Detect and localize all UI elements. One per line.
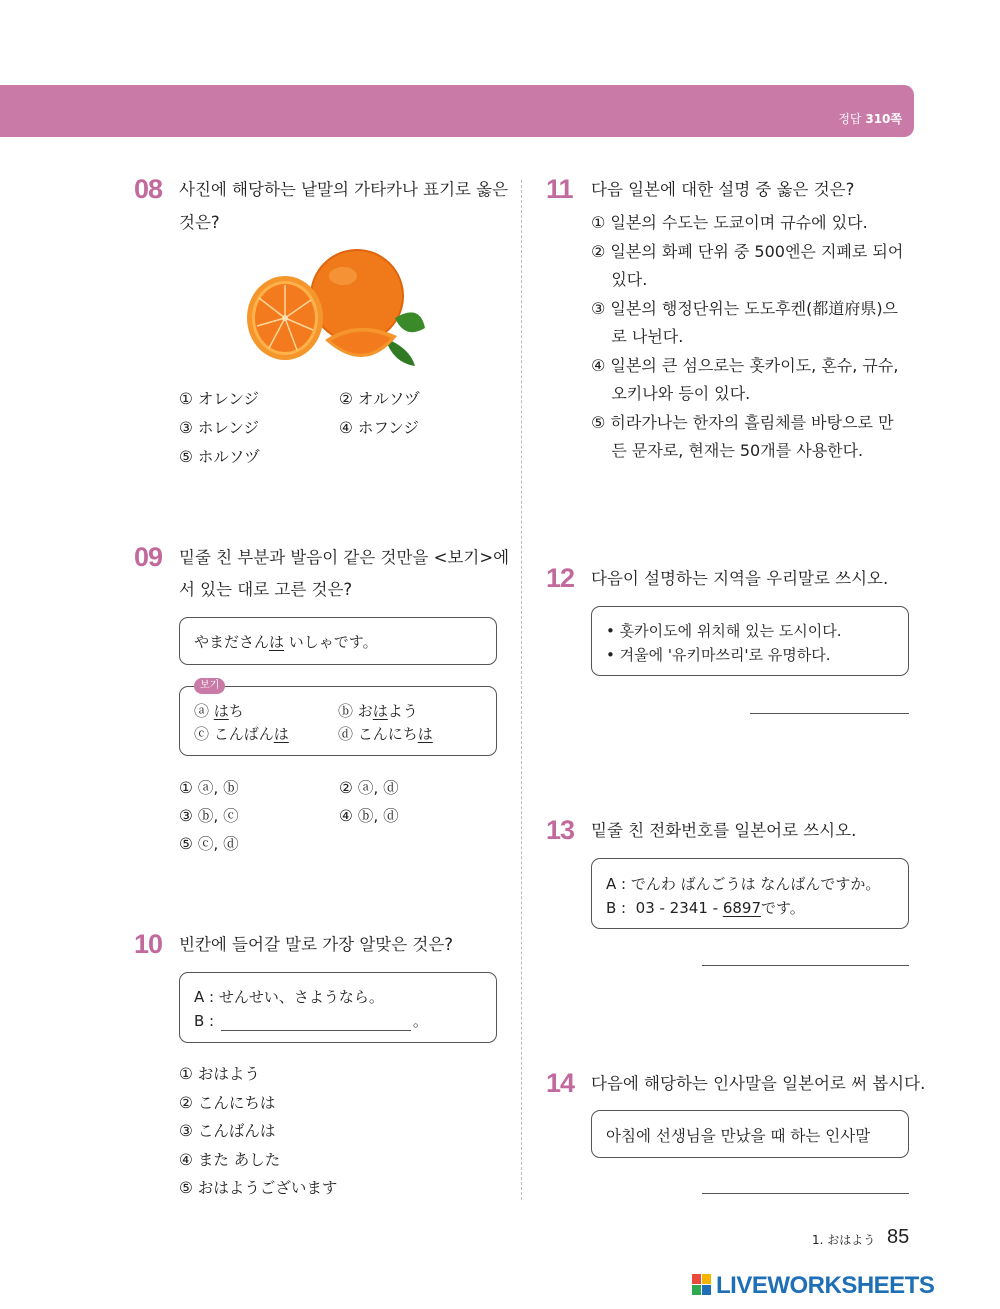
footer-chapter: 1. おはよう xyxy=(812,1233,876,1247)
bogi-item-a xyxy=(194,700,244,721)
q08-option-4[interactable]: ④ ホフンジ xyxy=(339,419,419,437)
q12-answer-line[interactable] xyxy=(750,713,909,714)
q09-option-2[interactable]: ② ⓐ, ⓓ xyxy=(339,779,399,797)
q11-option-2-cont: 있다. xyxy=(591,270,648,289)
q08-text-line2: 것은? xyxy=(179,213,220,232)
bogi-item-b xyxy=(338,700,418,721)
q10-number: 10 xyxy=(134,929,163,959)
q11-option-4[interactable]: ④ 일본의 큰 섬으로는 홋카이도, 혼슈, 규슈, xyxy=(591,355,899,375)
q14-text: 다음에 해당하는 인사말을 일본어로 써 봅시다. xyxy=(591,1074,926,1093)
bogi-a-pre: ⓐ xyxy=(194,702,214,720)
q09-number: 09 xyxy=(134,542,163,572)
q13-answer-line[interactable] xyxy=(702,965,909,966)
q11-options xyxy=(591,209,903,466)
bogi-d-pre: ⓓ こんにち xyxy=(338,725,418,743)
q10-line-b-suffix: 。 xyxy=(412,1012,428,1030)
q13-number: 13 xyxy=(546,815,575,845)
q09-option-4[interactable]: ④ ⓑ, ⓓ xyxy=(339,807,399,825)
q10-blank-field[interactable] xyxy=(221,1016,411,1031)
q11-option-1[interactable]: ① 일본의 수도는 도쿄이며 규슈에 있다. xyxy=(591,213,868,232)
q10-dialog-box xyxy=(179,972,497,1043)
q13-line-b xyxy=(606,897,805,918)
liveworksheets-logo xyxy=(692,1272,934,1300)
answer-reference xyxy=(838,110,902,127)
q13-dialog-box xyxy=(591,858,909,929)
q09-text-line1: 밑줄 친 부분과 발음이 같은 것만을 <보기>에 xyxy=(179,548,510,567)
q13-phone-underlined: 6897 xyxy=(722,899,761,917)
bogi-d-underlined: は xyxy=(417,725,433,743)
q11-number: 11 xyxy=(546,174,573,204)
header-bar xyxy=(0,85,914,137)
bogi-c-pre: ⓒ こんばん xyxy=(194,725,274,743)
q14-prompt: 아침에 선생님을 만났을 때 하는 인사말 xyxy=(606,1127,871,1145)
q08-option-2[interactable]: ② オルソヅ xyxy=(339,390,420,408)
q11-option-3-cont: 로 나뉜다. xyxy=(591,327,684,346)
liveworksheets-icon xyxy=(692,1274,712,1296)
q11-option-4-cont: 오키나와 등이 있다. xyxy=(591,384,751,403)
bogi-b-underlined: は xyxy=(372,702,388,720)
q09-option-3[interactable]: ③ ⓑ, ⓒ xyxy=(179,807,239,825)
q11-text: 다음 일본에 대한 설명 중 옳은 것은? xyxy=(591,180,855,199)
q10-line-b xyxy=(194,1010,428,1031)
q10-line-b-prefix: B : xyxy=(194,1012,219,1030)
bogi-item-c xyxy=(194,723,289,744)
q14-answer-line[interactable] xyxy=(702,1193,909,1194)
q08-option-5[interactable]: ⑤ ホルソヅ xyxy=(179,448,260,466)
q14-prompt-box xyxy=(591,1110,909,1158)
q12-bullet-1: • 홋카이도에 위치해 있는 도시이다. xyxy=(606,622,842,640)
q11-option-2[interactable]: ② 일본의 화폐 단위 중 500엔은 지폐로 되어 xyxy=(591,241,904,261)
q12-number: 12 xyxy=(546,563,575,593)
q10-option-4[interactable]: ④ また あした xyxy=(179,1151,281,1169)
q13-line-b-post: です。 xyxy=(761,899,805,917)
bogi-b-post: よう xyxy=(387,702,418,720)
answer-page: 310쪽 xyxy=(865,112,902,126)
q09-sentence-underlined: は xyxy=(269,633,285,651)
bogi-label: 보기 xyxy=(194,678,225,694)
q10-option-2[interactable]: ② こんにちは xyxy=(179,1094,276,1112)
q08-number: 08 xyxy=(134,174,163,204)
q09-bogi-box xyxy=(179,680,497,756)
q09-option-1[interactable]: ① ⓐ, ⓑ xyxy=(179,779,239,797)
bogi-b-pre: ⓑ お xyxy=(338,702,373,720)
answer-label: 정답 xyxy=(838,112,862,126)
orange-fruit-image xyxy=(245,248,435,373)
q11-option-5-cont: 든 문자로, 현재는 50개를 사용한다. xyxy=(591,441,864,460)
liveworksheets-text: LIVEWORKSHEETS xyxy=(716,1272,935,1299)
q08-option-1[interactable]: ① オレンジ xyxy=(179,390,260,408)
q13-text: 밑줄 친 전화번호를 일본어로 쓰시오. xyxy=(591,821,857,840)
q10-option-1[interactable]: ① おはよう xyxy=(179,1065,260,1083)
bogi-c-underlined: は xyxy=(273,725,289,743)
q12-info-box xyxy=(591,606,909,676)
q11-option-3[interactable]: ③ 일본의 행정단위는 도도후켄(都道府県)으 xyxy=(591,298,899,318)
column-divider xyxy=(521,180,522,1200)
q10-line-a: A : せんせい、さようなら。 xyxy=(194,988,384,1006)
bogi-a-post: ち xyxy=(228,702,244,720)
q08-text-line1: 사진에 해당하는 낱말의 가타카나 표기로 옳은 xyxy=(179,180,509,199)
q09-sentence xyxy=(194,631,378,652)
page-number: 85 xyxy=(887,1226,910,1248)
q13-line-b-pre: B : 03 - 2341 - xyxy=(606,899,723,917)
bogi-item-d xyxy=(338,723,433,744)
bogi-a-underlined: は xyxy=(213,702,229,720)
q12-text: 다음이 설명하는 지역을 우리말로 쓰시오. xyxy=(591,569,889,588)
q10-text: 빈칸에 들어갈 말로 가장 알맞은 것은? xyxy=(179,935,454,954)
q14-number: 14 xyxy=(546,1068,575,1098)
q08-option-3[interactable]: ③ ホレンジ xyxy=(179,419,260,437)
q11-option-5[interactable]: ⑤ 히라가나는 한자의 흘림체를 바탕으로 만 xyxy=(591,412,894,432)
q09-sentence-pre: やまださん xyxy=(194,633,270,651)
q09-sentence-post: いしゃです。 xyxy=(284,633,378,651)
q13-line-a: A : でんわ ばんごうは なんばんですか。 xyxy=(606,875,881,893)
q10-option-3[interactable]: ③ こんばんは xyxy=(179,1122,276,1140)
q09-sentence-box xyxy=(179,617,497,665)
q12-bullet-2: • 겨울에 '유키마쓰리'로 유명하다. xyxy=(606,646,831,664)
q09-text-line2: 서 있는 대로 고른 것은? xyxy=(179,580,353,599)
q09-option-5[interactable]: ⑤ ⓒ, ⓓ xyxy=(179,835,239,853)
q10-option-5[interactable]: ⑤ おはようございます xyxy=(179,1179,338,1197)
